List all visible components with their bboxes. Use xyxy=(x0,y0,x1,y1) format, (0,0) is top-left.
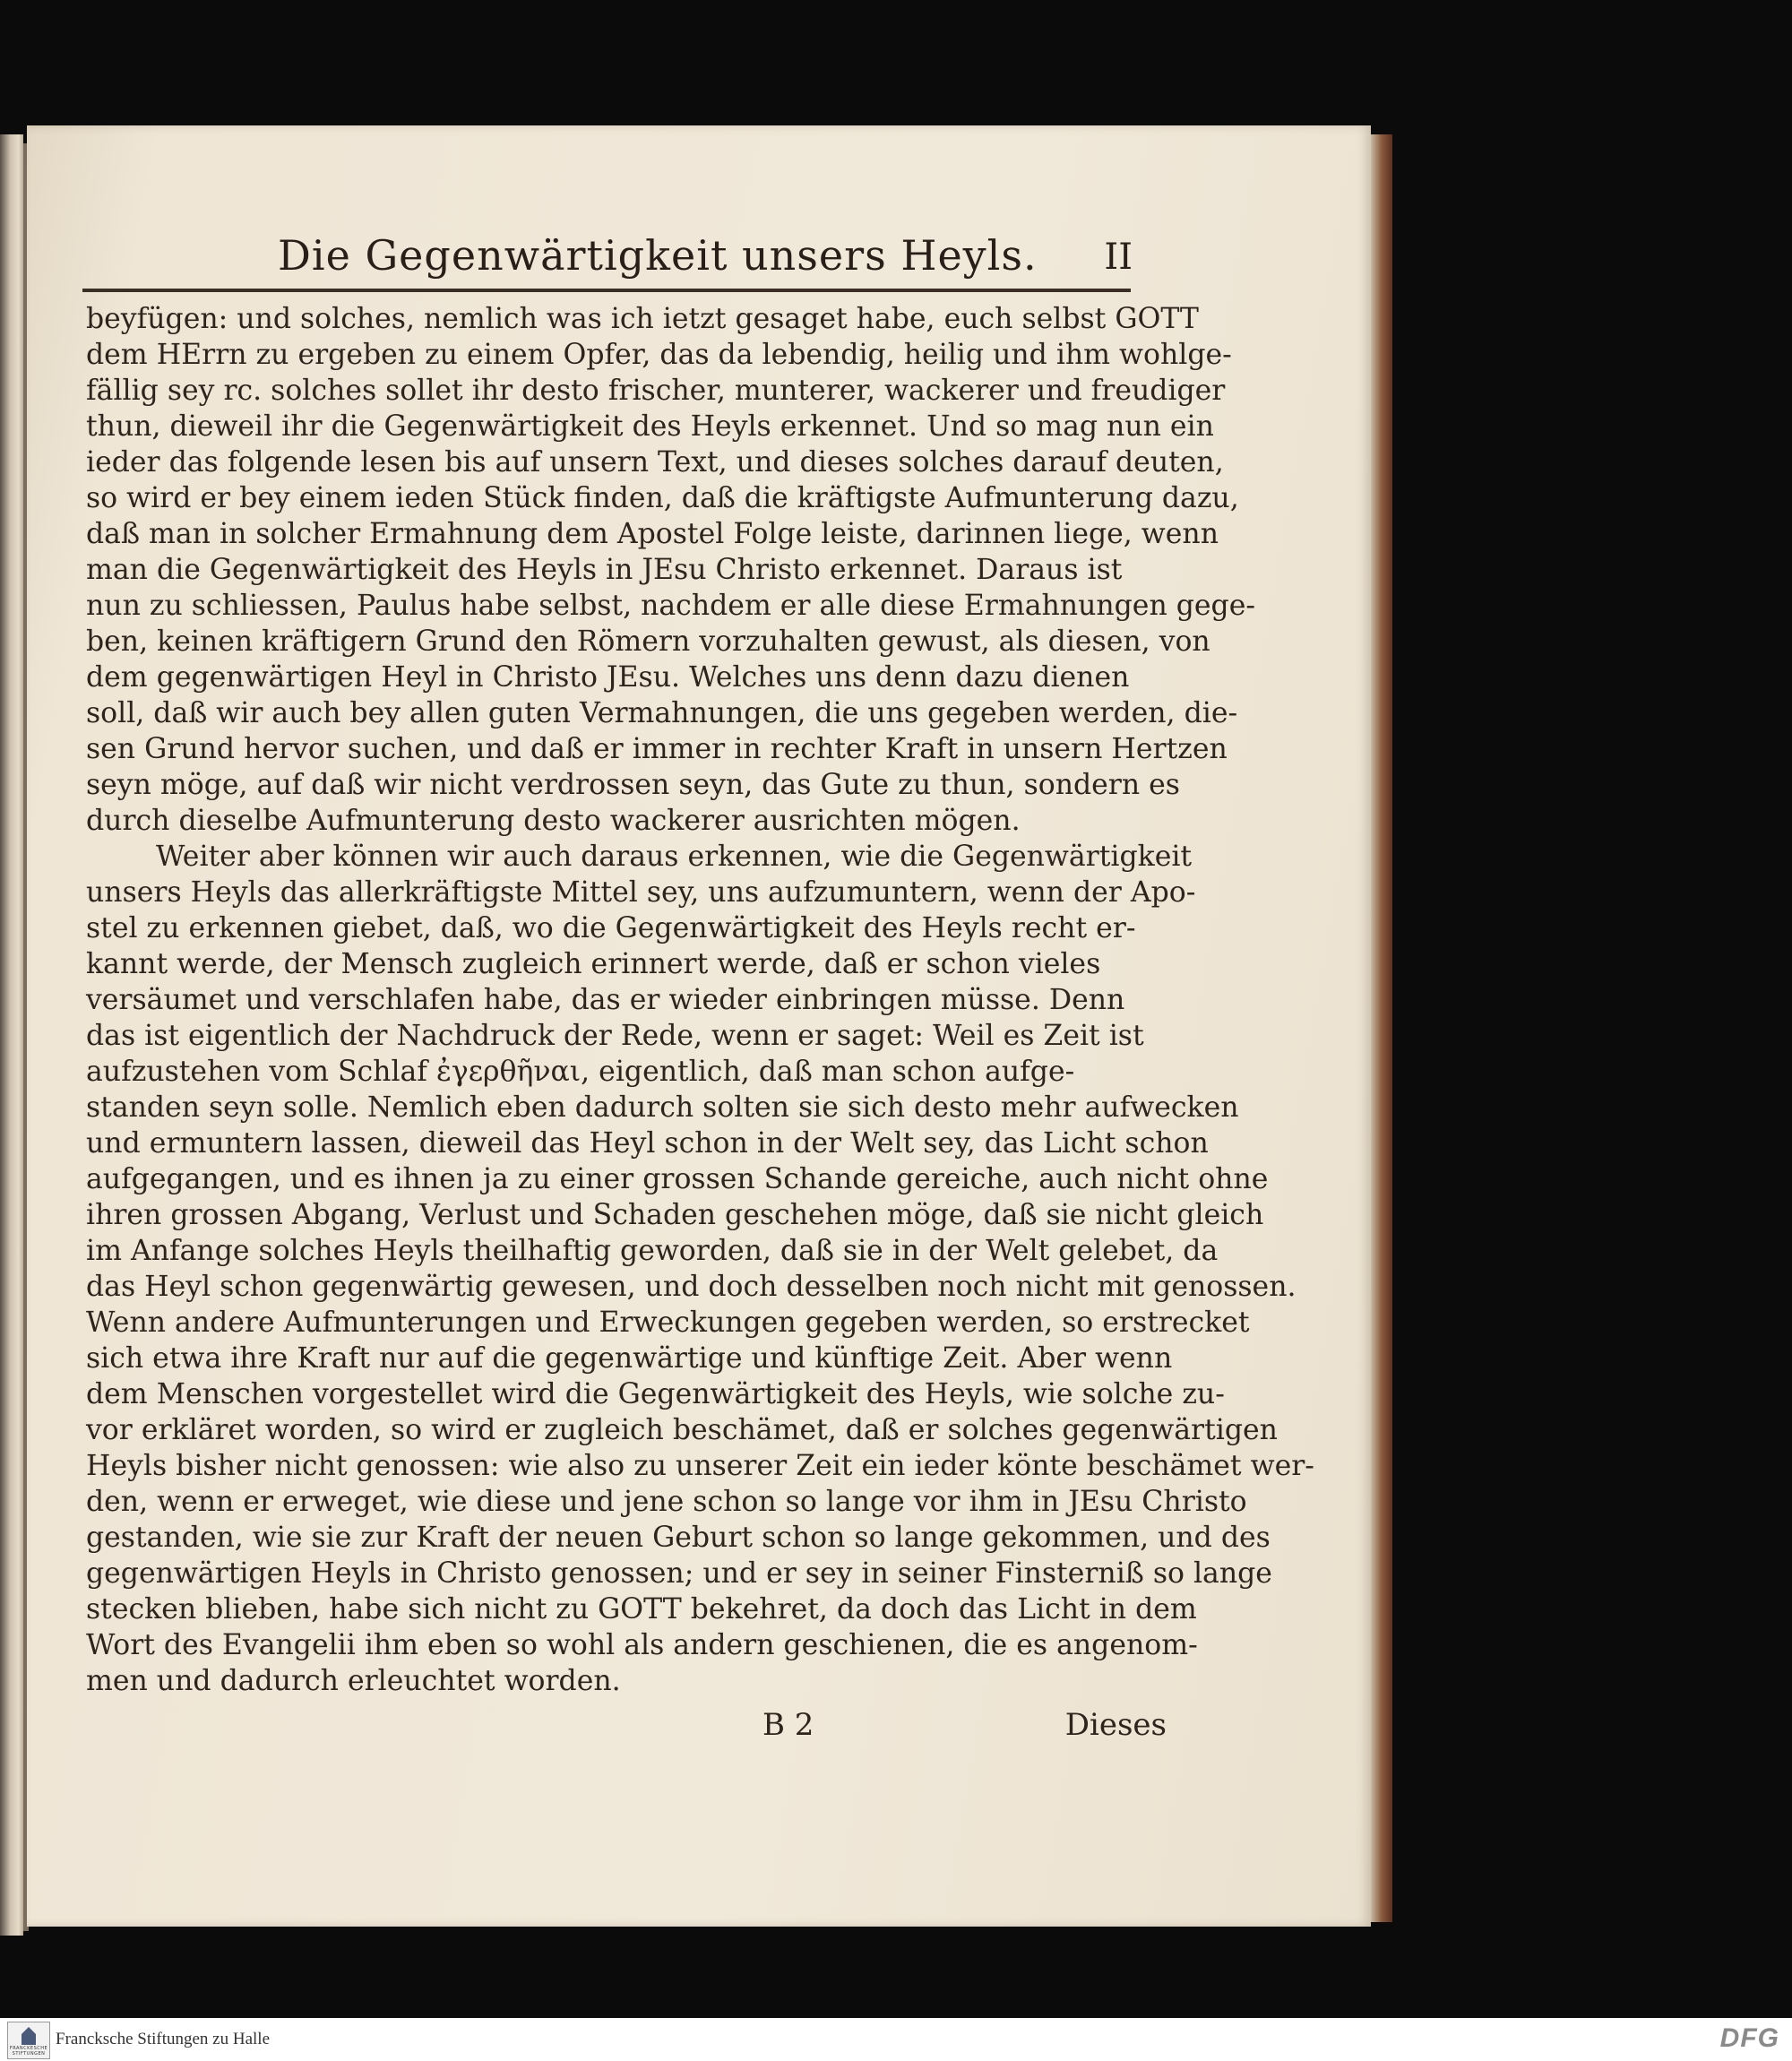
text-line: man die Gegenwärtigkeit des Heyls in JEsu Christo erkennet. Daraus ist xyxy=(86,554,1123,586)
text-line: den, wenn er erweget, wie diese und jene schon so lange vor ihm in JEsu Christo xyxy=(86,1486,1247,1518)
text-line: im Anfange solches Heyls theilhaftig geworden, daß sie in der Welt gelebet, da xyxy=(86,1235,1219,1267)
text-line: ihren grossen Abgang, Verlust und Schaden geschehen möge, daß sie nicht gleich xyxy=(86,1199,1264,1231)
header-rule xyxy=(82,289,1131,292)
text-line: beyfügen: und solches, nemlich was ich ietzt gesaget habe, euch selbst GOTT xyxy=(86,303,1199,335)
text-line: fällig sey rc. solches sollet ihr desto frischer, munterer, wackerer und freudiger xyxy=(86,375,1226,407)
dfg-logo[interactable]: DFG xyxy=(1719,2023,1779,2053)
text-line: ieder das folgende lesen bis auf unsern Text, und dieses solches darauf deuten, xyxy=(86,446,1224,479)
text-line: unsers Heyls das allerkräftigste Mittel sey, uns aufzumuntern, wenn der Apo- xyxy=(86,876,1196,909)
text-line: gegenwärtigen Heyls in Christo genossen; und er sey in seiner Finsterniß so lange xyxy=(86,1557,1272,1590)
text-line: stel zu erkennen giebet, daß, wo die Gegenwärtigkeit des Heyls recht er- xyxy=(86,912,1136,944)
text-line: das ist eigentlich der Nachdruck der Rede, wenn er saget: Weil es Zeit ist xyxy=(86,1020,1144,1052)
paragraph-start-line: Weiter aber können wir auch daraus erkennen, wie die Gegenwärtigkeit xyxy=(156,841,1193,873)
text-line: sich etwa ihre Kraft nur auf die gegenwärtige und künftige Zeit. Aber wenn xyxy=(86,1342,1173,1375)
book-fore-edge xyxy=(1371,134,1392,1922)
logo-text: FRANCKESCHE STIFTUNGEN xyxy=(9,2046,48,2057)
text-line: standen seyn solle. Nemlich eben dadurch solten sie sich desto mehr aufwecken xyxy=(86,1091,1239,1124)
page-footer xyxy=(86,1707,1167,1752)
text-line: dem Menschen vorgestellet wird die Gegenwärtigkeit des Heyls, wie solche zu- xyxy=(86,1378,1225,1410)
page-number: II xyxy=(1104,237,1133,278)
text-line: seyn möge, auf daß wir nicht verdrossen seyn, das Gute zu thun, sondern es xyxy=(86,769,1180,801)
text-line: und ermuntern lassen, dieweil das Heyl schon in der Welt sey, das Licht schon xyxy=(86,1127,1209,1160)
text-line: kannt werde, der Mensch zugleich erinnert werde, daß er schon vieles xyxy=(86,948,1101,980)
text-line: thun, dieweil ihr die Gegenwärtigkeit des Heyls erkennet. Und so mag nun ein xyxy=(86,410,1214,443)
body-text xyxy=(86,301,1314,1699)
viewer-footer-bar xyxy=(0,2018,1792,2061)
text-line: gestanden, wie sie zur Kraft der neuen Geburt schon so lange gekommen, und des xyxy=(86,1522,1271,1554)
text-line: so wird er bey einem ieden Stück finden, daß die kräftigste Aufmunterung dazu, xyxy=(86,482,1239,514)
text-line: soll, daß wir auch bey allen guten Vermahnungen, die uns gegeben werden, die- xyxy=(86,697,1238,729)
text-line: durch dieselbe Aufmunterung desto wackerer ausrichten mögen. xyxy=(86,805,1021,837)
catchword: Dieses xyxy=(1064,1707,1167,1743)
text-line: Wenn andere Aufmunterungen und Erweckungen gegeben werden, so erstrecket xyxy=(86,1306,1250,1339)
text-line: das Heyl schon gegenwärtig gewesen, und doch desselben noch nicht mit genossen. xyxy=(86,1271,1297,1303)
page-header xyxy=(242,231,1138,294)
text-line: stecken blieben, habe sich nicht zu GOTT bekehret, da doch das Licht in dem xyxy=(86,1593,1197,1626)
text-line: aufgegangen, und es ihnen ja zu einer grossen Schande gereiche, auch nicht ohne xyxy=(86,1163,1269,1195)
left-page-edge xyxy=(0,134,23,1936)
text-line: dem HErrn zu ergeben zu einem Opfer, das da lebendig, heilig und ihm wohlge- xyxy=(86,339,1232,371)
text-line: men und dadurch erleuchtet worden. xyxy=(86,1665,621,1697)
institution-name: Francksche Stiftungen zu Halle xyxy=(56,2030,271,2048)
text-line: daß man in solcher Ermahnung dem Apostel Folge leiste, darinnen liege, wenn xyxy=(86,518,1219,550)
text-line: Wort des Evangelii ihm eben so wohl als andern geschienen, die es angenom- xyxy=(86,1629,1198,1661)
text-line: Heyls bisher nicht genossen: wie also zu unserer Zeit ein ieder könte beschämet wer- xyxy=(86,1450,1314,1482)
text-line: aufzustehen vom Schlaf ἐγερθῆναι, eigentlich, daß man schon aufge- xyxy=(86,1056,1075,1088)
text-line: sen Grund hervor suchen, und daß er immer in rechter Kraft in unsern Hertzen xyxy=(86,733,1228,765)
text-line: dem gegenwärtigen Heyl in Christo JEsu. Welches uns denn dazu dienen xyxy=(86,661,1130,694)
signature-mark: B 2 xyxy=(762,1707,814,1743)
text-line: ben, keinen kräftigern Grund den Römern vorzuhalten gewust, als diesen, von xyxy=(86,625,1210,658)
text-line: versäumet und verschlafen habe, das er wieder einbringen müsse. Denn xyxy=(86,984,1125,1016)
running-title: Die Gegenwärtigkeit unsers Heyls. xyxy=(278,231,1038,280)
building-icon xyxy=(22,2027,36,2045)
text-line: vor erkläret worden, so wird er zugleich beschämet, daß er solches gegenwärtigen xyxy=(86,1414,1278,1446)
text-line: nun zu schliessen, Paulus habe selbst, nachdem er alle diese Ermahnungen gege- xyxy=(86,590,1256,622)
institution-logo[interactable] xyxy=(7,2022,50,2059)
